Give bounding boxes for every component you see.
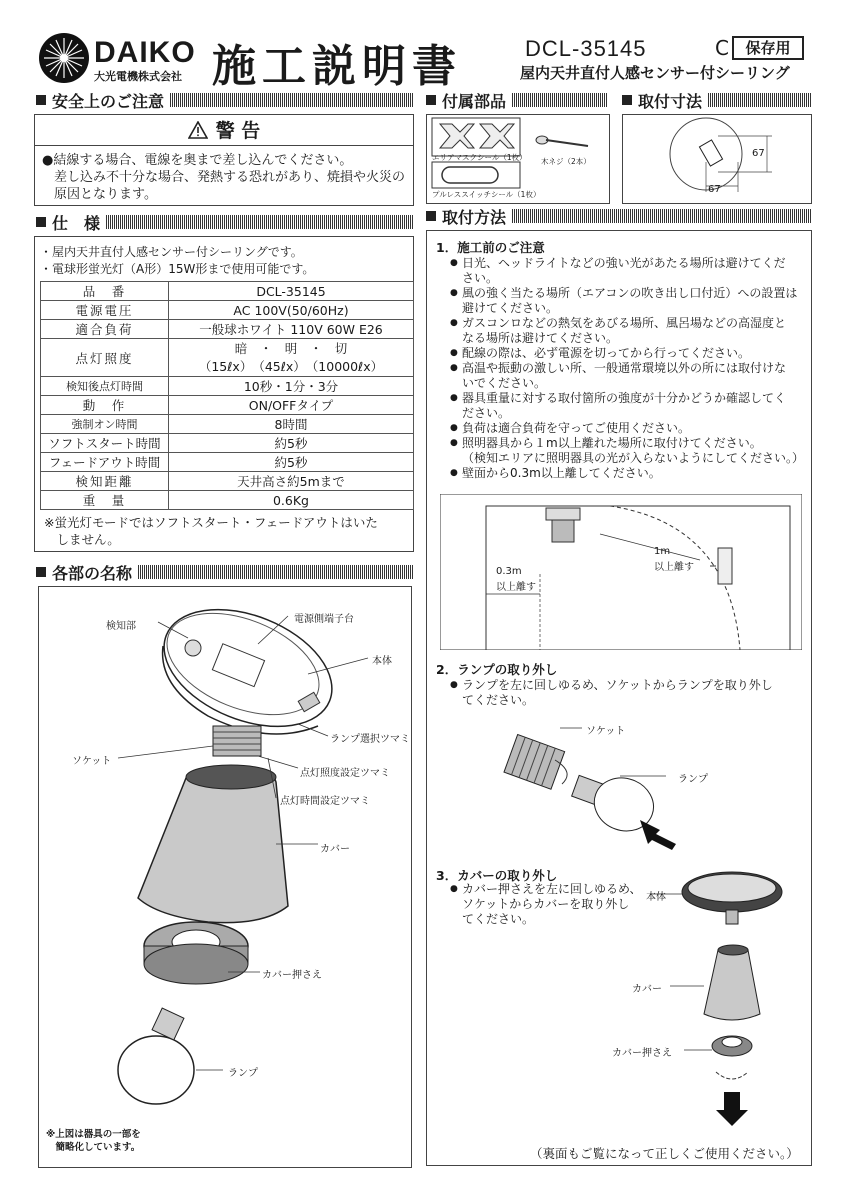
- step2-lamp-label: ランプ: [678, 774, 708, 785]
- parts-diagram: [38, 586, 412, 1168]
- daiko-logo-icon: [38, 32, 90, 84]
- dimension-width: 67: [708, 184, 721, 195]
- keep-badge: 保存用: [732, 36, 804, 60]
- list-item: ● 配線の際は、必ず電源を切ってから行ってください。: [450, 346, 802, 361]
- step3-holder-label: カバー押さえ: [612, 1048, 672, 1059]
- list-item: ● 負荷は適合負荷を守ってご使用ください。: [450, 421, 802, 436]
- room-placement-diagram: [440, 494, 802, 650]
- table-row: 点灯照度 暗 ・ 明 ・ 切 （15ℓx） （45ℓx） （10000ℓx）: [41, 339, 414, 377]
- callout-sensor: 検知部: [106, 621, 136, 632]
- table-row: 適合負荷 一般球ホワイト 110V 60W E26: [41, 320, 414, 339]
- callout-terminal: 電源側端子台: [294, 614, 354, 625]
- step1-heading: 1．施工前のご注意: [436, 240, 545, 255]
- step3-body-label: 本体: [646, 892, 666, 903]
- callout-lamp-select: ランプ選択ツマミ: [330, 734, 410, 745]
- fig-1m-sub: 以上離す: [654, 562, 694, 573]
- table-row: 品 番 DCL-35145: [41, 282, 414, 301]
- fig-03-label: 0.3m: [496, 566, 522, 577]
- document-title: 施工説明書: [212, 41, 462, 92]
- table-row: 動 作 ON/OFFタイプ: [41, 396, 414, 415]
- section-accessories: 付属部品: [426, 90, 608, 110]
- footer-note: （裏面もご覧になって正しくご使用ください。）: [530, 1146, 799, 1161]
- step2-list: ● ランプを左に回しゆるめ、ソケットからランプを取り外し てください。: [450, 678, 802, 708]
- warning-text: ●結線する場合、電線を奥まで差し込んでください。 差し込み不十分な場合、発熱する恐れがあり、焼損や火災の 原因となります。: [42, 153, 406, 202]
- fig-03-sub: 以上離す: [496, 582, 536, 593]
- list-item: ● ランプを左に回しゆるめ、ソケットからランプを取り外し: [450, 678, 802, 693]
- step3-heading: 3．カバーの取り外し: [436, 868, 558, 883]
- spec-table: [40, 281, 414, 510]
- step3-cover-label: カバー: [632, 984, 662, 995]
- list-item: ● 照明器具から１m以上離れた場所に取付けてください。: [450, 436, 802, 451]
- accessory-area-mask: エリアマスクシール（1枚）: [432, 153, 527, 162]
- list-item: ● 風の強く当たる場所（エアコンの吹き出し口付近）への設置は: [450, 286, 802, 301]
- warning-triangle-icon: [188, 121, 208, 139]
- parts-note: ※上図は器具の一部を 簡略化しています。: [46, 1129, 141, 1153]
- product-name: 屋内天井直付人感センサー付シーリング: [520, 64, 790, 82]
- step3-list: ● カバー押さえを左に回しゆるめ、 ソケットからカバーを取り外し てください。: [450, 882, 650, 927]
- table-row: 強制オン時間 8時間: [41, 415, 414, 434]
- spec-footnote: ※蛍光灯モードではソフトスタート・フェードアウトはいた しません。: [44, 515, 378, 547]
- callout-time-knob: 点灯時間設定ツマミ: [280, 796, 370, 807]
- list-item: ● 日光、ヘッドライトなどの強い光があたる場所は避けてくだ: [450, 256, 802, 271]
- table-row: フェードアウト時間 約5秒: [41, 453, 414, 472]
- table-row: 電源電圧 AC 100V(50/60Hz): [41, 301, 414, 320]
- accessory-pull-switch: プルレススイッチシール（1枚）: [432, 190, 541, 199]
- brand-name: DAIKO: [94, 36, 196, 69]
- callout-lamp: ランプ: [228, 1068, 258, 1079]
- dimension-height: 67: [752, 148, 765, 159]
- accessory-wood-screw: 木ネジ（2本）: [541, 157, 591, 166]
- callout-cover: カバー: [320, 844, 350, 855]
- table-row: ソフトスタート時間 約5秒: [41, 434, 414, 453]
- section-safety: 安全上のご注意: [36, 90, 414, 110]
- list-item: ● 高温や振動の激しい所、一般通常環境以外の所には取付けな: [450, 361, 802, 376]
- fig-1m-label: 1m: [654, 546, 671, 557]
- step2-heading: 2．ランプの取り外し: [436, 662, 558, 677]
- table-row: 検知距離 天井高さ約5mまで: [41, 472, 414, 491]
- warning-title: 警 告: [34, 116, 414, 146]
- callout-body: 本体: [372, 656, 392, 667]
- table-row: 検知後点灯時間 10秒・1分・3分: [41, 377, 414, 396]
- section-spec: 仕 様: [36, 212, 414, 232]
- section-parts: 各部の名称: [36, 562, 414, 582]
- lamp-removal-diagram: [500, 720, 700, 860]
- list-item: ● カバー押さえを左に回しゆるめ、: [450, 882, 650, 897]
- callout-cover-holder: カバー押さえ: [262, 970, 322, 981]
- list-item: ● ガスコンロなどの熱気をあびる場所、風呂場などの高湿度と: [450, 316, 802, 331]
- callout-illum-knob: 点灯照度設定ツマミ: [300, 768, 390, 779]
- step1-list: ● 日光、ヘッドライトなどの強い光があたる場所は避けてくだ さい。 ● 風の強く当たる場所（エアコンの吹き出し口付近）への設置は 避けてください。 ● ガスコンロなどの熱気をあびる場所、風呂場などの高湿度と なる場所は避けてください。 ● 配線の際は、必ず電源を切ってから行ってください。 ● 高温や振動の激しい所、一般通常環境以外の所には取付けな いでください。 ● 器具重量に対する取付箇所の強度が十分かどうか確認してく ださい。 ● 負荷は適合負荷を守ってご使用ください。 ● 照明器具から１m以上離れた場所に取付けてください。 （検知エリアに照明器具の光が入らないようにしてください。） ● 壁面から0.3m以上離してください。: [450, 256, 802, 481]
- model-number: DCL-35145: [525, 36, 647, 61]
- list-item: ● 壁面から0.3m以上離してください。: [450, 466, 802, 481]
- section-mounting: 取付方法: [426, 206, 812, 226]
- company-name: 大光電機株式会社: [94, 70, 182, 83]
- step2-socket-label: ソケット: [586, 726, 626, 737]
- revision-letter: C: [715, 36, 729, 60]
- spec-notes: ・屋内天井直付人感センサー付シーリングです。 ・電球形蛍光灯（A形）15W形まで使用可能です。: [40, 245, 315, 276]
- section-dimensions: 取付寸法: [622, 90, 812, 110]
- list-item: ● 器具重量に対する取付箇所の強度が十分かどうか確認してく: [450, 391, 802, 406]
- cover-removal-diagram: [640, 864, 790, 1134]
- table-row: 重 量 0.6Kg: [41, 491, 414, 510]
- callout-socket: ソケット: [72, 756, 112, 767]
